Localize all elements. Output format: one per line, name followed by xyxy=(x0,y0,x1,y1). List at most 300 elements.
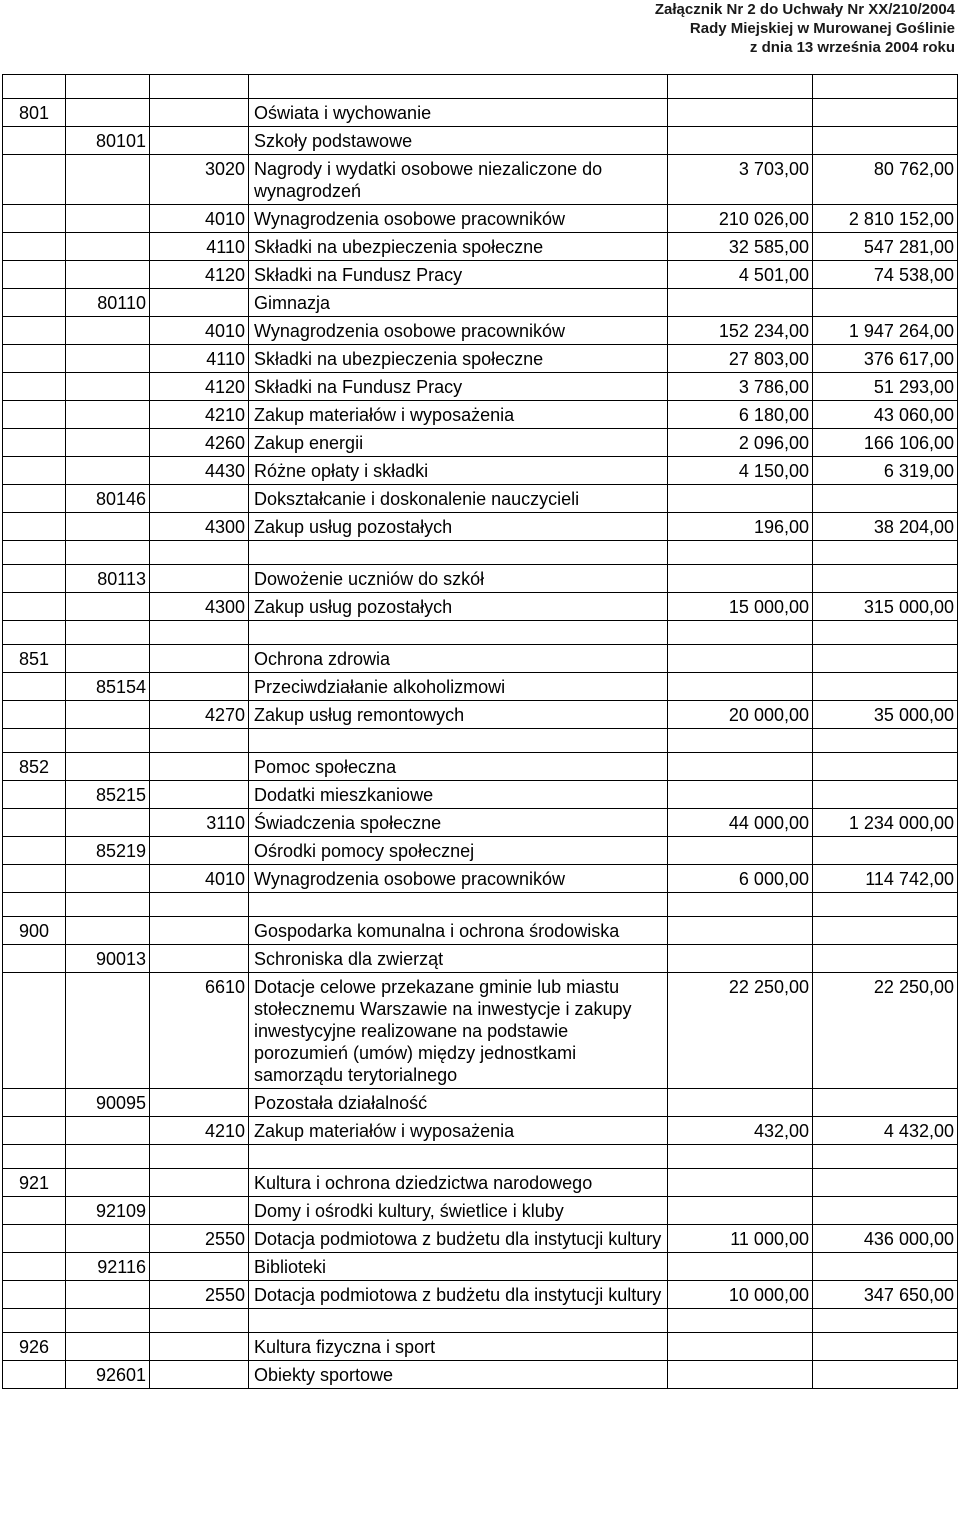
cell-kwota-1 xyxy=(668,753,813,781)
table-row xyxy=(3,155,958,205)
cell-kwota-2 xyxy=(813,127,958,155)
table-row xyxy=(3,837,958,865)
cell-paragraf: 4300 xyxy=(150,593,249,621)
cell-nazwa: Wynagrodzenia osobowe pracowników xyxy=(249,317,668,345)
cell-kwota-1: 210 026,00 xyxy=(668,205,813,233)
empty-cell xyxy=(813,1145,958,1169)
cell-dzial xyxy=(3,429,66,457)
cell-rozdzial xyxy=(66,205,150,233)
cell-dzial xyxy=(3,1089,66,1117)
cell-nazwa: Pomoc społeczna xyxy=(249,753,668,781)
cell-nazwa: Wynagrodzenia osobowe pracowników xyxy=(249,865,668,893)
cell-paragraf: 4010 xyxy=(150,205,249,233)
table-row xyxy=(3,1253,958,1281)
cell-rozdzial: 80101 xyxy=(66,127,150,155)
cell-paragraf: 4120 xyxy=(150,261,249,289)
cell-paragraf: 3110 xyxy=(150,809,249,837)
table-row xyxy=(3,565,958,593)
cell-dzial xyxy=(3,973,66,1089)
cell-dzial xyxy=(3,1281,66,1309)
table-row xyxy=(3,401,958,429)
cell-dzial xyxy=(3,565,66,593)
cell-dzial xyxy=(3,781,66,809)
cell-dzial xyxy=(3,127,66,155)
cell-kwota-1 xyxy=(668,1253,813,1281)
table-row xyxy=(3,99,958,127)
cell-nazwa: Składki na Fundusz Pracy xyxy=(249,261,668,289)
cell-dzial: 900 xyxy=(3,917,66,945)
header-line-2: Rady Miejskiej w Murowanej Goślinie xyxy=(689,20,955,37)
cell-kwota-2: 1 947 264,00 xyxy=(813,317,958,345)
cell-rozdzial xyxy=(66,1281,150,1309)
cell-rozdzial: 90095 xyxy=(66,1089,150,1117)
table-row xyxy=(3,701,958,729)
cell-kwota-1: 10 000,00 xyxy=(668,1281,813,1309)
cell-nazwa: Zakup usług pozostałych xyxy=(249,593,668,621)
cell-kwota-2: 4 432,00 xyxy=(813,1117,958,1145)
table-row xyxy=(3,1117,958,1145)
cell-dzial xyxy=(3,373,66,401)
table-row xyxy=(3,973,958,1089)
cell-paragraf xyxy=(150,1197,249,1225)
cell-paragraf xyxy=(150,289,249,317)
empty-cell xyxy=(66,621,150,645)
cell-kwota-1 xyxy=(668,917,813,945)
cell-paragraf: 4300 xyxy=(150,513,249,541)
cell-paragraf: 4210 xyxy=(150,401,249,429)
table-row xyxy=(3,317,958,345)
cell-nazwa: Zakup usług pozostałych xyxy=(249,513,668,541)
cell-dzial xyxy=(3,289,66,317)
empty-cell xyxy=(3,75,66,99)
table-row xyxy=(3,1169,958,1197)
table-row xyxy=(3,261,958,289)
cell-nazwa: Składki na ubezpieczenia społeczne xyxy=(249,345,668,373)
cell-kwota-2: 1 234 000,00 xyxy=(813,809,958,837)
cell-nazwa: Kultura i ochrona dziedzictwa narodowego xyxy=(249,1169,668,1197)
cell-rozdzial xyxy=(66,1333,150,1361)
cell-kwota-2: 315 000,00 xyxy=(813,593,958,621)
cell-rozdzial xyxy=(66,401,150,429)
cell-rozdzial: 90013 xyxy=(66,945,150,973)
cell-rozdzial xyxy=(66,1117,150,1145)
cell-kwota-1: 15 000,00 xyxy=(668,593,813,621)
cell-rozdzial: 92109 xyxy=(66,1197,150,1225)
cell-rozdzial xyxy=(66,1225,150,1253)
cell-rozdzial xyxy=(66,753,150,781)
cell-nazwa: Ośrodki pomocy społecznej xyxy=(249,837,668,865)
cell-dzial xyxy=(3,155,66,205)
cell-nazwa: Zakup energii xyxy=(249,429,668,457)
empty-cell xyxy=(668,541,813,565)
budget-table xyxy=(2,74,958,1389)
empty-cell xyxy=(668,621,813,645)
cell-kwota-2: 376 617,00 xyxy=(813,345,958,373)
cell-paragraf: 4110 xyxy=(150,345,249,373)
cell-kwota-2 xyxy=(813,1089,958,1117)
cell-kwota-1 xyxy=(668,565,813,593)
empty-cell xyxy=(3,1309,66,1333)
table-row xyxy=(3,289,958,317)
cell-kwota-1: 11 000,00 xyxy=(668,1225,813,1253)
cell-kwota-2 xyxy=(813,485,958,513)
empty-cell xyxy=(3,621,66,645)
cell-kwota-2 xyxy=(813,1253,958,1281)
table-row xyxy=(3,429,958,457)
cell-rozdzial xyxy=(66,513,150,541)
cell-paragraf: 2550 xyxy=(150,1281,249,1309)
empty-cell xyxy=(3,893,66,917)
empty-cell xyxy=(249,893,668,917)
cell-kwota-1: 27 803,00 xyxy=(668,345,813,373)
cell-kwota-2 xyxy=(813,565,958,593)
table-row xyxy=(3,513,958,541)
empty-cell xyxy=(150,1309,249,1333)
table-row xyxy=(3,781,958,809)
cell-kwota-2: 74 538,00 xyxy=(813,261,958,289)
cell-kwota-2: 35 000,00 xyxy=(813,701,958,729)
cell-paragraf xyxy=(150,1361,249,1389)
header-line-3: z dnia 13 września 2004 roku xyxy=(749,39,955,56)
cell-paragraf xyxy=(150,1333,249,1361)
cell-paragraf xyxy=(150,753,249,781)
cell-paragraf xyxy=(150,945,249,973)
cell-dzial xyxy=(3,345,66,373)
cell-rozdzial xyxy=(66,593,150,621)
table-row xyxy=(3,645,958,673)
spacer-row xyxy=(3,1145,958,1169)
cell-paragraf xyxy=(150,837,249,865)
table-row xyxy=(3,205,958,233)
cell-paragraf: 4430 xyxy=(150,457,249,485)
cell-dzial xyxy=(3,317,66,345)
cell-kwota-2: 22 250,00 xyxy=(813,973,958,1089)
cell-kwota-1: 4 501,00 xyxy=(668,261,813,289)
empty-cell xyxy=(150,893,249,917)
empty-cell xyxy=(150,541,249,565)
cell-nazwa: Różne opłaty i składki xyxy=(249,457,668,485)
cell-paragraf: 4210 xyxy=(150,1117,249,1145)
cell-kwota-1 xyxy=(668,1361,813,1389)
cell-dzial xyxy=(3,205,66,233)
spacer-row xyxy=(3,621,958,645)
empty-cell xyxy=(150,1145,249,1169)
cell-kwota-2: 38 204,00 xyxy=(813,513,958,541)
cell-kwota-1 xyxy=(668,837,813,865)
cell-nazwa: Nagrody i wydatki osobowe niezaliczone do wynagrodzeń xyxy=(249,155,668,205)
empty-cell xyxy=(66,1309,150,1333)
cell-nazwa: Przeciwdziałanie alkoholizmowi xyxy=(249,673,668,701)
cell-kwota-1: 44 000,00 xyxy=(668,809,813,837)
cell-kwota-2: 80 762,00 xyxy=(813,155,958,205)
table-row xyxy=(3,127,958,155)
cell-rozdzial xyxy=(66,701,150,729)
cell-dzial: 926 xyxy=(3,1333,66,1361)
cell-kwota-2 xyxy=(813,673,958,701)
cell-dzial xyxy=(3,837,66,865)
cell-rozdzial: 80113 xyxy=(66,565,150,593)
cell-dzial: 851 xyxy=(3,645,66,673)
cell-dzial xyxy=(3,457,66,485)
empty-cell xyxy=(66,729,150,753)
cell-dzial xyxy=(3,1361,66,1389)
table-row xyxy=(3,753,958,781)
cell-kwota-1 xyxy=(668,945,813,973)
empty-cell xyxy=(249,621,668,645)
empty-cell xyxy=(66,541,150,565)
table-row xyxy=(3,233,958,261)
table-row xyxy=(3,809,958,837)
cell-rozdzial: 80146 xyxy=(66,485,150,513)
table-row xyxy=(3,457,958,485)
cell-paragraf xyxy=(150,99,249,127)
cell-kwota-2: 6 319,00 xyxy=(813,457,958,485)
cell-dzial xyxy=(3,513,66,541)
empty-cell xyxy=(668,729,813,753)
cell-kwota-1 xyxy=(668,781,813,809)
spacer-row xyxy=(3,75,958,99)
cell-dzial: 801 xyxy=(3,99,66,127)
cell-nazwa: Zakup usług remontowych xyxy=(249,701,668,729)
table-row xyxy=(3,373,958,401)
cell-kwota-1 xyxy=(668,485,813,513)
cell-nazwa: Zakup materiałów i wyposażenia xyxy=(249,1117,668,1145)
table-row xyxy=(3,1361,958,1389)
table-row xyxy=(3,1281,958,1309)
empty-cell xyxy=(249,75,668,99)
cell-dzial xyxy=(3,485,66,513)
cell-dzial xyxy=(3,401,66,429)
cell-rozdzial: 80110 xyxy=(66,289,150,317)
table-row xyxy=(3,485,958,513)
cell-paragraf: 4270 xyxy=(150,701,249,729)
cell-nazwa: Schroniska dla zwierząt xyxy=(249,945,668,973)
cell-dzial xyxy=(3,1253,66,1281)
cell-dzial xyxy=(3,809,66,837)
cell-nazwa: Obiekty sportowe xyxy=(249,1361,668,1389)
table-row xyxy=(3,1333,958,1361)
cell-paragraf xyxy=(150,645,249,673)
cell-nazwa: Kultura fizyczna i sport xyxy=(249,1333,668,1361)
cell-kwota-2: 2 810 152,00 xyxy=(813,205,958,233)
cell-dzial: 852 xyxy=(3,753,66,781)
table-row xyxy=(3,917,958,945)
cell-dzial xyxy=(3,1197,66,1225)
cell-paragraf xyxy=(150,673,249,701)
cell-rozdzial xyxy=(66,373,150,401)
empty-cell xyxy=(3,729,66,753)
cell-nazwa: Wynagrodzenia osobowe pracowników xyxy=(249,205,668,233)
empty-cell xyxy=(3,1145,66,1169)
cell-paragraf xyxy=(150,565,249,593)
cell-rozdzial xyxy=(66,809,150,837)
cell-nazwa: Dodatki mieszkaniowe xyxy=(249,781,668,809)
empty-cell xyxy=(813,1309,958,1333)
cell-kwota-1: 152 234,00 xyxy=(668,317,813,345)
cell-nazwa: Domy i ośrodki kultury, świetlice i kluby xyxy=(249,1197,668,1225)
cell-rozdzial xyxy=(66,233,150,261)
cell-dzial xyxy=(3,233,66,261)
cell-kwota-1: 196,00 xyxy=(668,513,813,541)
cell-kwota-1: 32 585,00 xyxy=(668,233,813,261)
cell-paragraf: 4110 xyxy=(150,233,249,261)
empty-cell xyxy=(813,621,958,645)
cell-paragraf: 4010 xyxy=(150,317,249,345)
table-row xyxy=(3,593,958,621)
cell-kwota-2: 166 106,00 xyxy=(813,429,958,457)
cell-paragraf: 3020 xyxy=(150,155,249,205)
cell-kwota-2: 51 293,00 xyxy=(813,373,958,401)
cell-dzial xyxy=(3,865,66,893)
cell-paragraf: 4010 xyxy=(150,865,249,893)
cell-rozdzial xyxy=(66,261,150,289)
cell-dzial xyxy=(3,593,66,621)
cell-paragraf xyxy=(150,127,249,155)
cell-kwota-2 xyxy=(813,1333,958,1361)
cell-kwota-1 xyxy=(668,1169,813,1197)
table-row xyxy=(3,945,958,973)
cell-rozdzial: 85215 xyxy=(66,781,150,809)
empty-cell xyxy=(249,729,668,753)
cell-rozdzial xyxy=(66,345,150,373)
cell-nazwa: Dotacja podmiotowa z budżetu dla instytucji kultury xyxy=(249,1281,668,1309)
header-line-1: Załącznik Nr 2 do Uchwały Nr XX/210/2004 xyxy=(654,1,955,18)
cell-dzial xyxy=(3,1117,66,1145)
cell-paragraf: 4260 xyxy=(150,429,249,457)
cell-kwota-2: 43 060,00 xyxy=(813,401,958,429)
cell-kwota-1: 2 096,00 xyxy=(668,429,813,457)
cell-nazwa: Składki na ubezpieczenia społeczne xyxy=(249,233,668,261)
cell-kwota-1 xyxy=(668,1333,813,1361)
cell-nazwa: Dowożenie uczniów do szkół xyxy=(249,565,668,593)
empty-cell xyxy=(813,75,958,99)
cell-kwota-1: 432,00 xyxy=(668,1117,813,1145)
cell-nazwa: Biblioteki xyxy=(249,1253,668,1281)
cell-rozdzial: 92116 xyxy=(66,1253,150,1281)
cell-kwota-1 xyxy=(668,1197,813,1225)
cell-rozdzial xyxy=(66,973,150,1089)
cell-dzial xyxy=(3,673,66,701)
cell-kwota-2: 347 650,00 xyxy=(813,1281,958,1309)
empty-cell xyxy=(668,1309,813,1333)
empty-cell xyxy=(150,621,249,645)
cell-kwota-2 xyxy=(813,1169,958,1197)
cell-kwota-1 xyxy=(668,127,813,155)
document-header xyxy=(655,0,955,57)
empty-cell xyxy=(813,541,958,565)
cell-nazwa: Zakup materiałów i wyposażenia xyxy=(249,401,668,429)
cell-kwota-1: 6 000,00 xyxy=(668,865,813,893)
cell-kwota-2 xyxy=(813,289,958,317)
cell-paragraf: 6610 xyxy=(150,973,249,1089)
cell-kwota-2 xyxy=(813,645,958,673)
cell-kwota-1: 4 150,00 xyxy=(668,457,813,485)
empty-cell xyxy=(66,893,150,917)
empty-cell xyxy=(668,75,813,99)
empty-cell xyxy=(668,1145,813,1169)
empty-cell xyxy=(150,729,249,753)
cell-paragraf: 2550 xyxy=(150,1225,249,1253)
cell-nazwa: Dokształcanie i doskonalenie nauczycieli xyxy=(249,485,668,513)
cell-kwota-1 xyxy=(668,99,813,127)
cell-paragraf: 4120 xyxy=(150,373,249,401)
cell-nazwa: Pozostała działalność xyxy=(249,1089,668,1117)
cell-nazwa: Ochrona zdrowia xyxy=(249,645,668,673)
spacer-row xyxy=(3,541,958,565)
cell-kwota-1 xyxy=(668,673,813,701)
empty-cell xyxy=(813,893,958,917)
cell-nazwa: Gimnazja xyxy=(249,289,668,317)
empty-cell xyxy=(150,75,249,99)
table-row xyxy=(3,1197,958,1225)
cell-rozdzial xyxy=(66,917,150,945)
cell-nazwa: Dotacje celowe przekazane gminie lub miastu stołecznemu Warszawie na inwestycje i zakupy inwestycyjne realizowane na podstawie porozumień (umów) między jednostkami samorządu terytorialnego xyxy=(249,973,668,1089)
cell-kwota-1: 3 786,00 xyxy=(668,373,813,401)
cell-kwota-2: 436 000,00 xyxy=(813,1225,958,1253)
table-row xyxy=(3,1225,958,1253)
cell-kwota-2 xyxy=(813,1361,958,1389)
cell-kwota-1 xyxy=(668,1089,813,1117)
cell-dzial: 921 xyxy=(3,1169,66,1197)
cell-kwota-2 xyxy=(813,1197,958,1225)
empty-cell xyxy=(249,541,668,565)
empty-cell xyxy=(668,893,813,917)
table-row xyxy=(3,865,958,893)
empty-cell xyxy=(249,1145,668,1169)
cell-paragraf xyxy=(150,1169,249,1197)
cell-nazwa: Gospodarka komunalna i ochrona środowiska xyxy=(249,917,668,945)
cell-rozdzial xyxy=(66,645,150,673)
cell-nazwa: Składki na Fundusz Pracy xyxy=(249,373,668,401)
cell-kwota-1 xyxy=(668,289,813,317)
empty-cell xyxy=(66,1145,150,1169)
cell-rozdzial: 85154 xyxy=(66,673,150,701)
cell-kwota-2: 547 281,00 xyxy=(813,233,958,261)
cell-nazwa: Oświata i wychowanie xyxy=(249,99,668,127)
cell-rozdzial xyxy=(66,1169,150,1197)
cell-kwota-1: 20 000,00 xyxy=(668,701,813,729)
table-row xyxy=(3,1089,958,1117)
cell-rozdzial xyxy=(66,457,150,485)
cell-kwota-1: 3 703,00 xyxy=(668,155,813,205)
spacer-row xyxy=(3,729,958,753)
cell-kwota-1 xyxy=(668,645,813,673)
cell-nazwa: Świadczenia społeczne xyxy=(249,809,668,837)
cell-dzial xyxy=(3,261,66,289)
spacer-row xyxy=(3,893,958,917)
cell-kwota-2 xyxy=(813,945,958,973)
cell-rozdzial xyxy=(66,155,150,205)
empty-cell xyxy=(3,541,66,565)
cell-kwota-2 xyxy=(813,781,958,809)
cell-rozdzial: 85219 xyxy=(66,837,150,865)
cell-rozdzial xyxy=(66,99,150,127)
cell-paragraf xyxy=(150,1089,249,1117)
cell-kwota-2 xyxy=(813,837,958,865)
cell-rozdzial xyxy=(66,429,150,457)
cell-kwota-1: 22 250,00 xyxy=(668,973,813,1089)
spacer-row xyxy=(3,1309,958,1333)
empty-cell xyxy=(66,75,150,99)
cell-rozdzial xyxy=(66,865,150,893)
cell-nazwa: Dotacja podmiotowa z budżetu dla instytucji kultury xyxy=(249,1225,668,1253)
cell-paragraf xyxy=(150,781,249,809)
empty-cell xyxy=(249,1309,668,1333)
cell-kwota-2 xyxy=(813,753,958,781)
cell-kwota-2: 114 742,00 xyxy=(813,865,958,893)
cell-paragraf xyxy=(150,917,249,945)
cell-dzial xyxy=(3,701,66,729)
